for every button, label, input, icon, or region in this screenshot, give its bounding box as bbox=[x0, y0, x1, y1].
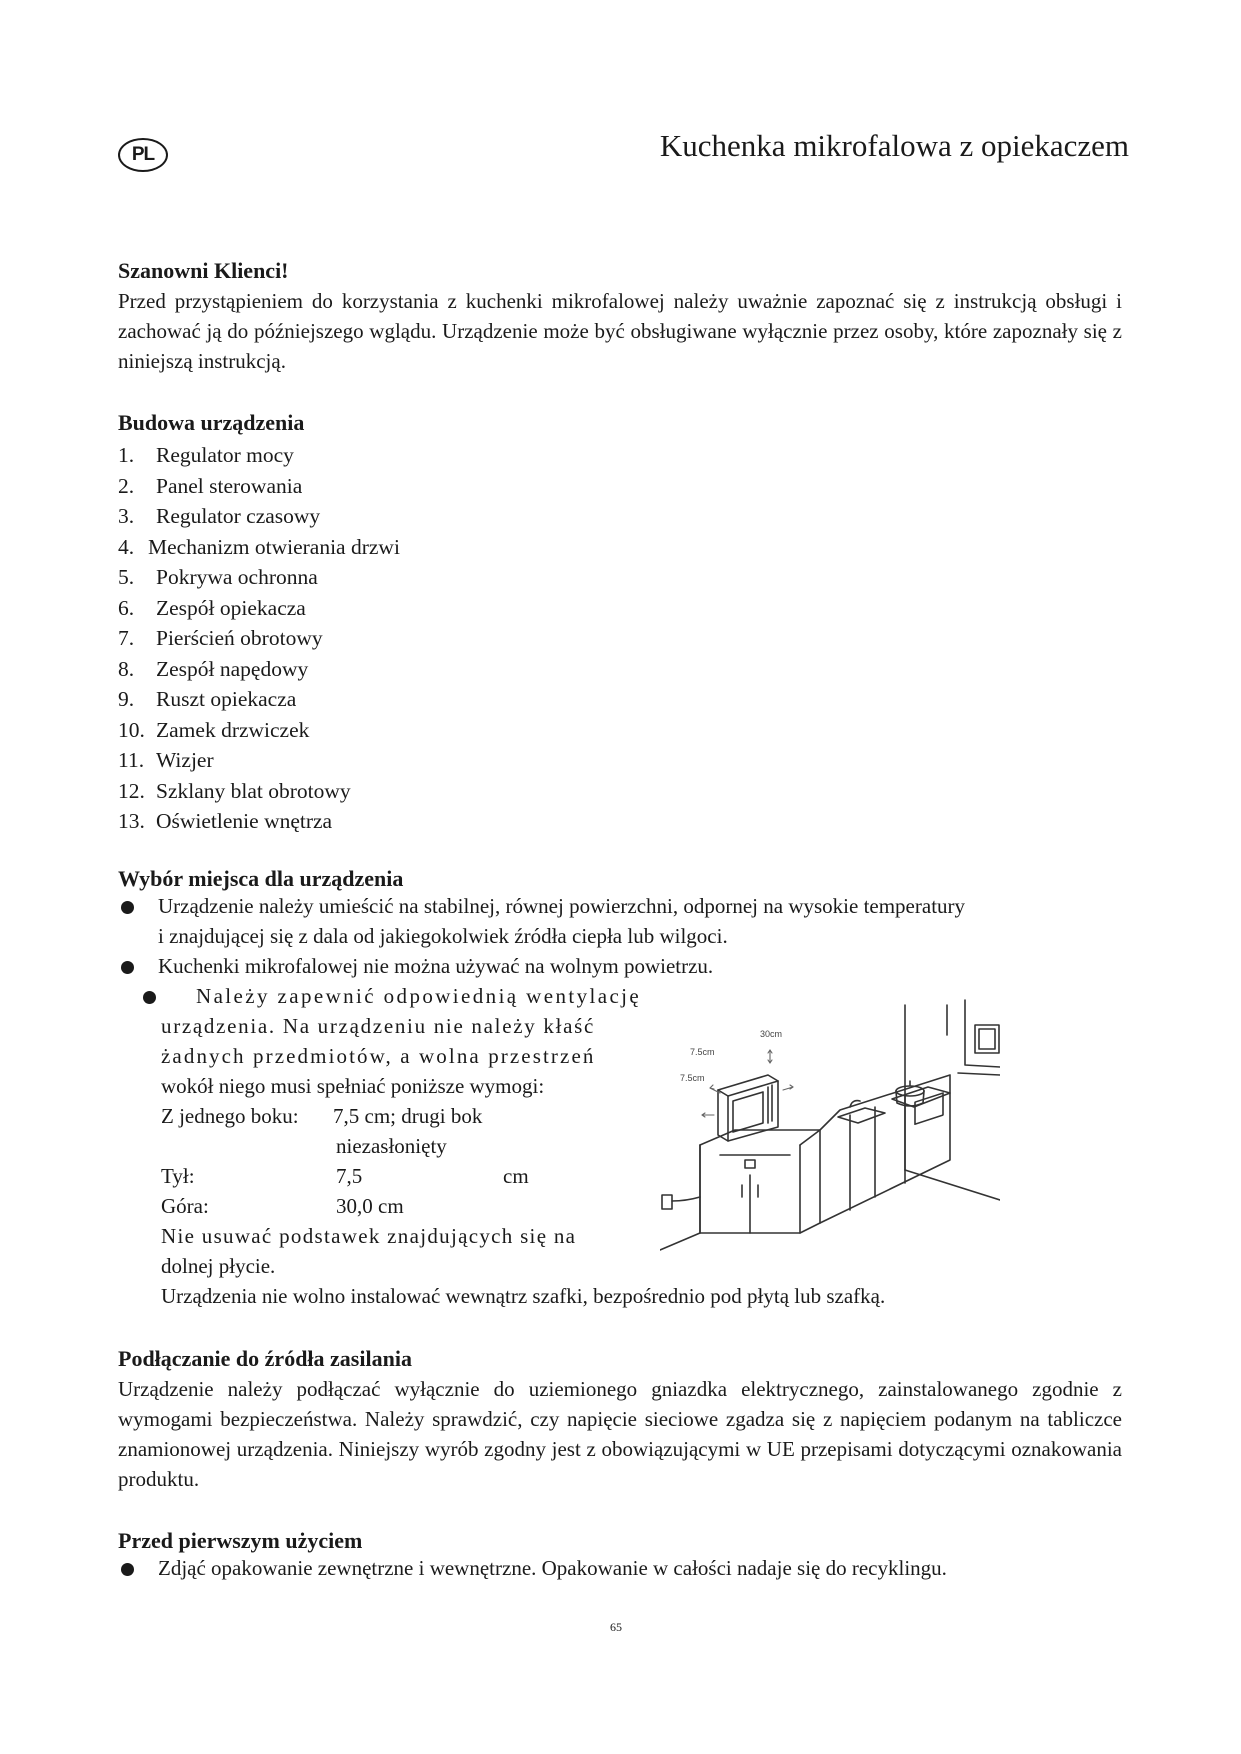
tv-icon bbox=[975, 1025, 999, 1053]
list-item-number: 11. bbox=[118, 748, 145, 772]
list-item-number: 4. bbox=[118, 534, 135, 559]
req-side-label: Z jednego boku: bbox=[161, 1104, 299, 1128]
list-item-number: 10. bbox=[118, 717, 145, 742]
feet-note: Nie usuwać podstawek znajdujących się na bbox=[161, 1224, 577, 1248]
list-item-label: Zespół napędowy bbox=[156, 656, 309, 681]
ventilation-line-4: wokół niego musi spełniać poniższe wymogi: bbox=[161, 1074, 545, 1098]
list-item-label: Pokrywa ochronna bbox=[156, 565, 318, 589]
list-item-number: 5. bbox=[118, 565, 135, 589]
parts-list bbox=[118, 440, 400, 837]
first-use-heading: Przed pierwszym użyciem bbox=[118, 1528, 363, 1553]
list-item bbox=[118, 532, 400, 563]
intro-paragraph: Przed przystąpieniem do korzystania z kuchenki mikrofalowej należy uważnie zapoznać się z instrukcją obsługi i zachować ją do późniejszego wglądu. Urządzenie może być obsługiwane wyłącznie przez osoby, które zapoznały się z niniejszą instrukcją. bbox=[118, 289, 1122, 373]
intro-heading: Szanowni Klienci! bbox=[118, 258, 289, 283]
list-item bbox=[118, 501, 400, 532]
language-badge: PL bbox=[118, 138, 168, 172]
placement-heading: Wybór miejsca dla urządzenia bbox=[118, 866, 404, 891]
list-item-label: Zamek drzwiczek bbox=[156, 717, 310, 742]
list-item-number: 1. bbox=[118, 443, 135, 467]
power-socket-icon bbox=[662, 1195, 700, 1209]
placement-bullet-2: Kuchenki mikrofalowej nie można używać na wolnym powietrzu. bbox=[158, 954, 714, 978]
figure-label-side-1: 7.5cm bbox=[690, 1047, 715, 1057]
list-item-number: 3. bbox=[118, 504, 135, 528]
power-heading: Podłączanie do źródła zasilania bbox=[118, 1346, 412, 1371]
list-item-label: Zespół opiekacza bbox=[156, 595, 306, 620]
list-item bbox=[118, 562, 400, 593]
list-item-label: Ruszt opiekacza bbox=[156, 687, 297, 711]
bullet-icon bbox=[121, 901, 134, 914]
figure-label-side-2: 7.5cm bbox=[680, 1073, 705, 1083]
list-item bbox=[118, 654, 400, 685]
ventilation-line-1: Należy zapewnić odpowiednią wentylację bbox=[196, 984, 642, 1008]
list-item-number: 6. bbox=[118, 595, 135, 620]
ventilation-line-2: urządzenia. Na urządzeniu nie należy kłaść bbox=[161, 1014, 596, 1038]
list-item bbox=[118, 593, 400, 624]
req-back-value: 7,5 bbox=[336, 1164, 363, 1188]
list-item bbox=[118, 471, 400, 502]
req-side-value-cont: niezasłonięty bbox=[336, 1134, 447, 1158]
list-item bbox=[118, 806, 400, 837]
bullet-icon bbox=[143, 991, 156, 1004]
list-item-label: Oświetlenie wnętrza bbox=[156, 809, 333, 833]
first-use-bullet-1: Zdjąć opakowanie zewnętrzne i wewnętrzne. Opakowanie w całości nadaje się do recyklingu. bbox=[158, 1556, 947, 1580]
req-top-label: Góra: bbox=[161, 1194, 209, 1218]
list-item-number: 13. bbox=[118, 809, 145, 833]
list-item-label: Szklany blat obrotowy bbox=[156, 778, 351, 803]
cabinet-note: Urządzenia nie wolno instalować wewnątrz szafki, bezpośrednio pod płytą lub szafką. bbox=[161, 1284, 886, 1308]
list-item-label: Regulator czasowy bbox=[156, 504, 321, 528]
feet-note-cont: dolnej płycie. bbox=[161, 1254, 276, 1278]
kitchen-placement-illustration bbox=[660, 995, 1000, 1265]
list-item-label: Mechanizm otwierania drzwi bbox=[148, 534, 400, 559]
list-item-number: 12. bbox=[118, 778, 145, 803]
list-item bbox=[118, 440, 400, 471]
placement-bullet-1: Urządzenie należy umieścić na stabilnej, równej powierzchni, odpornej na wysokie temperatury bbox=[158, 894, 966, 918]
list-item-number: 7. bbox=[118, 626, 135, 650]
list-item-label: Regulator mocy bbox=[156, 443, 294, 467]
placement-bullet-1-cont: i znajdującej się z dala od jakiegokolwiek źródła ciepła lub wilgoci. bbox=[158, 924, 728, 948]
page-title: Kuchenka mikrofalowa z opiekaczem bbox=[659, 128, 1129, 163]
parts-heading: Budowa urządzenia bbox=[118, 410, 305, 435]
list-item-label: Pierścień obrotowy bbox=[156, 626, 323, 650]
bullet-icon bbox=[121, 1563, 134, 1576]
list-item-number: 9. bbox=[118, 687, 135, 711]
req-back-label: Tył: bbox=[161, 1164, 195, 1188]
list-item bbox=[118, 715, 400, 746]
bullet-icon bbox=[121, 961, 134, 974]
list-item bbox=[118, 623, 400, 654]
list-item bbox=[118, 684, 400, 715]
page-number: 65 bbox=[610, 1620, 622, 1634]
figure-label-top: 30cm bbox=[760, 1029, 783, 1039]
microwave-icon bbox=[718, 1075, 778, 1141]
req-side-value: 7,5 cm; drugi bok bbox=[333, 1104, 483, 1128]
list-item-label: Panel sterowania bbox=[156, 473, 303, 498]
list-item bbox=[118, 776, 400, 807]
list-item-label: Wizjer bbox=[156, 748, 214, 772]
list-item-number: 8. bbox=[118, 656, 135, 681]
list-item bbox=[118, 745, 400, 776]
req-top-value: 30,0 cm bbox=[336, 1194, 404, 1218]
ventilation-line-3: żadnych przedmiotów, a wolna przestrzeń bbox=[161, 1044, 596, 1068]
list-item-number: 2. bbox=[118, 473, 135, 498]
power-paragraph: Urządzenie należy podłączać wyłącznie do uziemionego gniazdka elektrycznego, zainstalowanego zgodnie z wymogami bezpieczeństwa. Należy sprawdzić, czy napięcie sieciowe zgadza się z napięciem podanym na tabliczce znamionowej urządzenia. Niniejszy wyrób zgodny jest z obowiązującymi w UE przepisami dotyczącymi oznakowania produktu. bbox=[118, 1377, 1122, 1491]
req-back-unit: cm bbox=[503, 1164, 529, 1188]
